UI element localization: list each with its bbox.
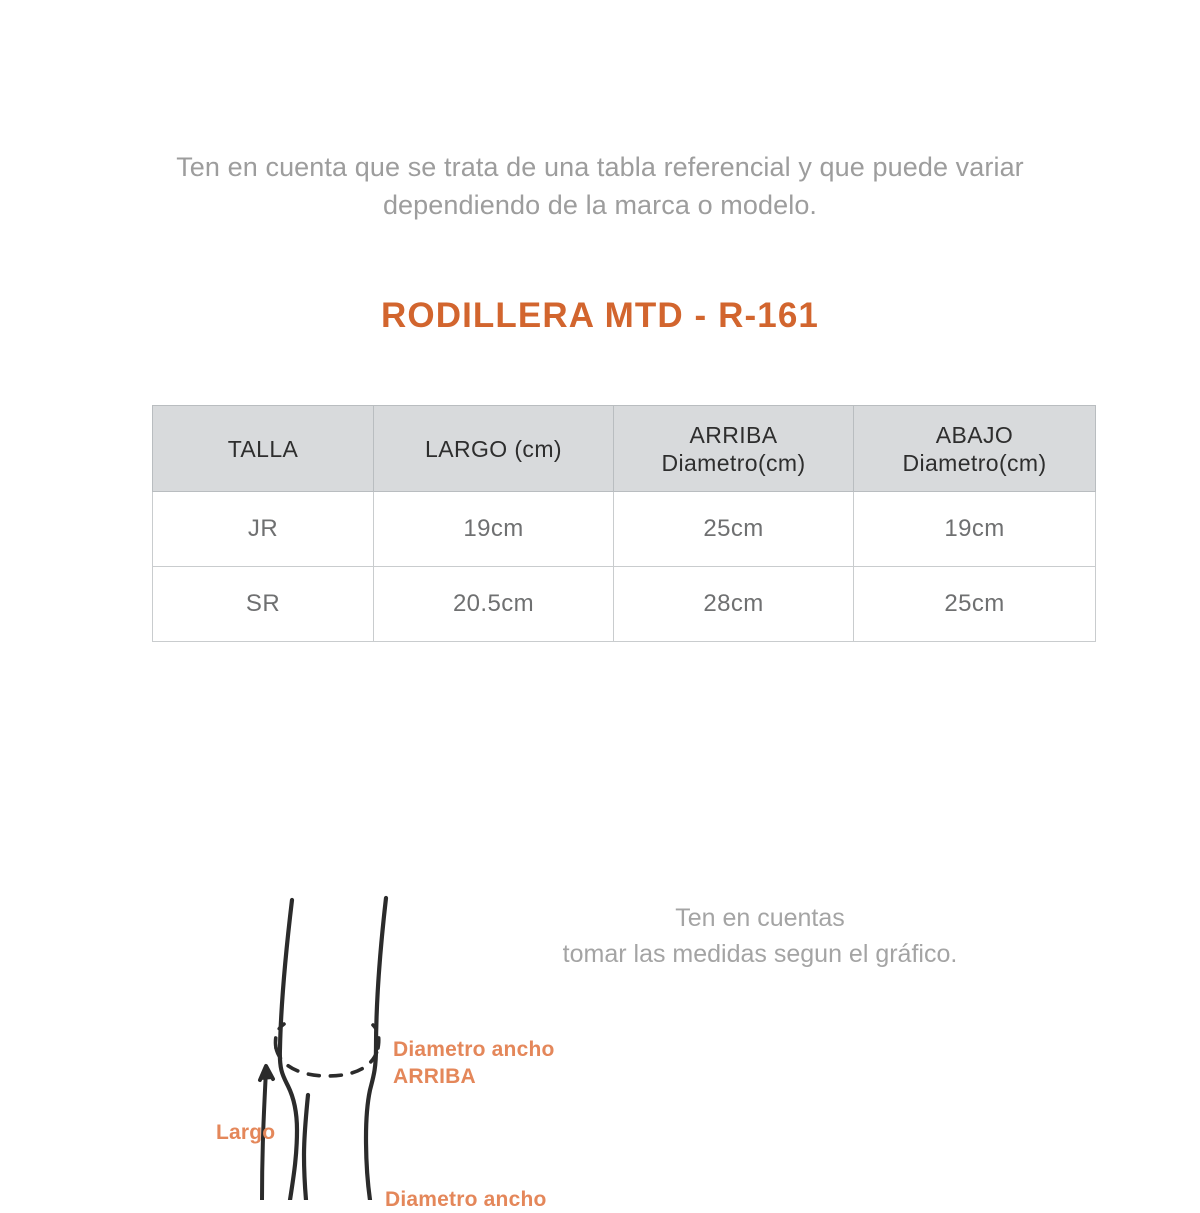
length-measure-arrowhead-icon [260,1066,273,1080]
cell-largo: 20.5cm [374,567,614,642]
size-table [152,405,1096,642]
cell-abajo: 19cm [854,492,1096,567]
cell-talla: JR [153,492,374,567]
column-header-largo-label: LARGO (cm) [425,435,562,462]
cell-talla: SR [153,567,374,642]
diagram-label-largo: Largo [216,1121,276,1144]
leg-outline-right-icon [366,898,386,1200]
leg-outline-inner-icon [304,1095,308,1200]
intro-note [120,148,1080,224]
column-header-largo [374,406,614,492]
guide-note-line-2: tomar las medidas segun el gráfico. [562,940,958,968]
column-header-talla [153,406,374,492]
knee-circumference-dashed-icon [276,1048,378,1076]
column-header-arriba-label: ARRIBA [689,421,778,448]
cell-arriba: 25cm [614,492,854,567]
column-header-abajo [854,406,1096,492]
diagram-label-arriba-line-1: Diametro ancho [393,1038,555,1061]
column-header-arriba [614,406,854,492]
table-header-row [153,406,1096,492]
page-title: RODILLERA MTD - R-161 [381,296,819,335]
cell-abajo: 25cm [854,567,1096,642]
column-header-talla-label: TALLA [227,435,299,462]
diagram-label-abajo: Diametro ancho [385,1188,547,1211]
intro-note-line-2: dependiendo de la marca o modelo. [382,190,818,220]
table-row [153,492,1096,567]
column-header-abajo-sublabel: Diametro(cm) [902,449,1047,476]
size-table-header [153,406,1096,492]
column-header-arriba-sublabel: Diametro(cm) [661,449,806,476]
leg-outline-left-icon [280,900,297,1200]
size-table-body [153,492,1096,642]
column-header-abajo-label: ABAJO [935,421,1014,448]
guide-note-line-1: Ten en cuentas [675,904,845,932]
table-row [153,567,1096,642]
cell-largo: 19cm [374,492,614,567]
diagram-label-arriba-line-2: ARRIBA [393,1065,476,1088]
intro-note-line-1: Ten en cuenta que se trata de una tabla referencial y que puede variar [176,152,1024,182]
cell-arriba: 28cm [614,567,854,642]
diagram-label-arriba [393,1036,555,1090]
